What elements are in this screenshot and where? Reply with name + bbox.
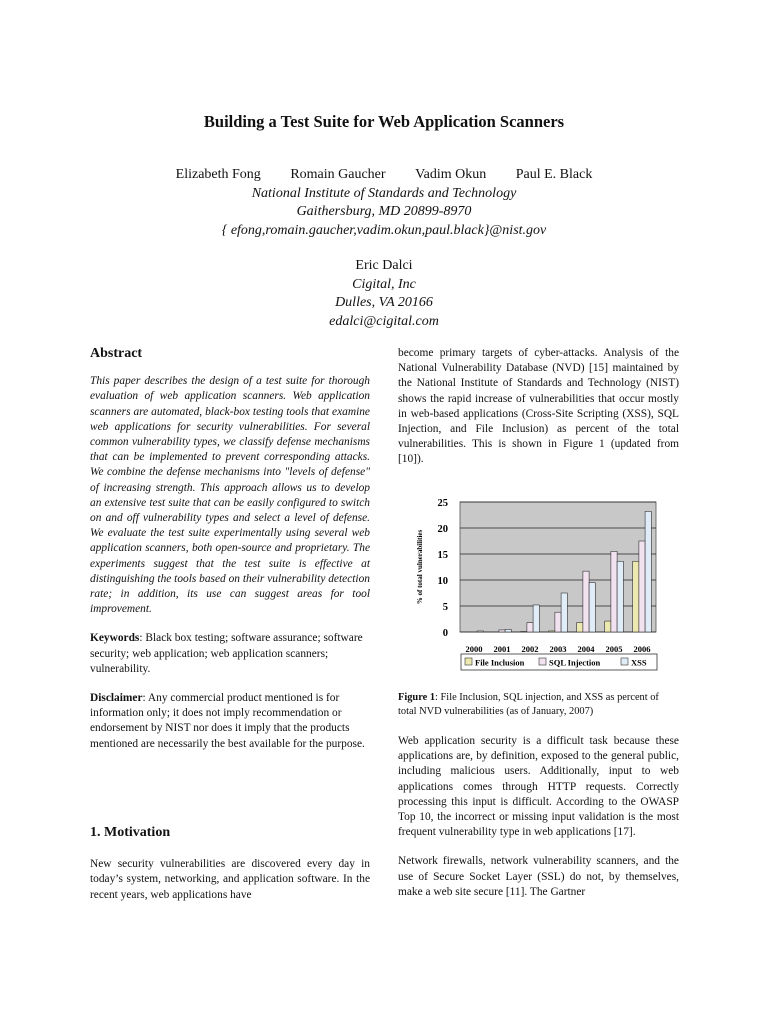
x-tick-label: 2005	[605, 644, 623, 654]
disclaimer-text: : Any commercial product mentioned is for information only; it does not imply recommendation or endorsement by NIST nor does it imply that the products mentioned are necessarily the best available for the purpose.	[90, 692, 365, 750]
x-tick-label: 2004	[577, 644, 595, 654]
y-tick-label: 20	[437, 524, 448, 535]
author-name: Paul E. Black	[515, 167, 593, 182]
author-names	[0, 166, 768, 185]
second-author-email: edalci@cigital.com	[329, 313, 439, 329]
x-tick-label: 2001	[493, 644, 511, 654]
author-name: Elizabeth Fong	[175, 167, 261, 182]
y-tick-label: 0	[442, 628, 448, 639]
keywords-text: : Black box testing; software assurance; software security; web application; web application scanners; vulnerability.	[90, 632, 363, 675]
bar-sql-injection	[527, 623, 533, 632]
x-tick-label: 2003	[549, 644, 567, 654]
abstract-heading: Abstract	[90, 346, 143, 361]
author-name: Romain Gaucher	[290, 167, 386, 182]
left-column	[90, 346, 370, 752]
x-tick-label: 2002	[521, 644, 539, 654]
bar-xss	[589, 583, 595, 632]
legend-label: SQL Injection	[549, 657, 601, 668]
disclaimer	[90, 691, 370, 752]
legend-swatch	[539, 658, 546, 665]
figure-1-chart	[412, 494, 670, 684]
y-tick-label: 15	[437, 550, 448, 561]
y-tick-label: 10	[437, 576, 448, 587]
caption-label: Figure 1	[398, 692, 436, 703]
disclaimer-label: Disclaimer	[90, 692, 143, 705]
bar-file-inclusion	[549, 631, 555, 632]
paragraph: Web application security is a difficult task because these applications are, by definition, exposed to the general public, including malicious users. Additionally, input to web applications comes through HTTP requests. Correctly processing this input is difficult. According to the OWASP Top 10, the incorrect or missing input validation is the most frequent vulnerability type in web applications [17].	[398, 735, 679, 839]
x-tick-label: 2006	[633, 644, 651, 654]
paragraph: become primary targets of cyber-attacks. Analysis of the National Vulnerability Database (NVD) [15] maintained by the National Institute of Standards and Technology (NIST) shows the rapid increase of vulnerabilities that occur mostly in web-based applications (Cross-Site Scripting (XSS), SQL Injection, and File Inclusion) as percent of the total vulnerabilities. This is shown in Figure 1 (updated from [10]).	[398, 347, 679, 466]
second-author-address: Dulles, VA 20166	[335, 295, 433, 310]
legend-label: XSS	[631, 657, 647, 668]
bar-file-inclusion	[633, 561, 639, 632]
second-author-name: Eric Dalci	[355, 258, 413, 273]
bar-file-inclusion	[521, 631, 527, 632]
bar-file-inclusion	[577, 623, 583, 632]
caption-text: : File Inclusion, SQL injection, and XSS as percent of total NVD vulnerabilities (as of January, 2007)	[398, 692, 659, 717]
y-tick-label: 5	[442, 602, 448, 613]
bar-sql-injection	[499, 630, 505, 632]
bar-sql-injection	[555, 612, 561, 632]
section-heading: 1. Motivation	[90, 825, 171, 840]
bar-sql-injection	[639, 541, 645, 632]
bar-sql-injection	[611, 551, 617, 632]
bar-xss	[505, 629, 511, 632]
x-tick-label: 2000	[465, 644, 483, 654]
keywords	[90, 631, 370, 677]
section-motivation	[90, 825, 370, 903]
bar-sql-injection	[583, 571, 589, 632]
right-column-top	[398, 346, 679, 468]
address: Gaithersburg, MD 20899-8970	[296, 204, 472, 219]
author-name: Vadim Okun	[415, 167, 487, 182]
bar-xss	[561, 593, 567, 632]
bar-chart	[412, 494, 670, 684]
bar-xss	[533, 605, 539, 632]
bar-file-inclusion	[605, 621, 611, 632]
affiliation: National Institute of Standards and Technology	[251, 185, 517, 201]
legend-swatch	[465, 658, 472, 665]
second-author-org: Cigital, Inc	[352, 276, 416, 292]
author-block	[0, 166, 768, 331]
legend-label: File Inclusion	[475, 657, 525, 668]
figure-caption	[398, 691, 679, 719]
y-tick-label: 25	[437, 498, 448, 509]
abstract-text: This paper describes the design of a test suite for thorough evaluation of web application scanners. Web application scanners are automated, black-box testing tools that examine web applications for security vulnerabilities. For several common vulnerability types, we classify defense mechanisms that can be implemented to prevent corresponding attacks. We combine the defense mechanisms into "levels of defense" of increasing strength. This approach allows us to develop an extensive test suite that can be easily configured to switch on and off vulnerability types and select a level of defense. We evaluate the test suite experimentally using several web application scanners, both open-source and proprietary. The experiments suggest that the test suite is effective at distinguishing the tools based on their vulnerability detection rate; in addition, its use can suggest areas for tool improvement.	[90, 375, 370, 616]
bar-xss	[617, 561, 623, 632]
keywords-label: Keywords	[90, 632, 140, 645]
email: { efong,romain.gaucher,vadim.okun,paul.black}@nist.gov	[221, 222, 547, 238]
bar-xss	[477, 631, 483, 632]
right-column-bottom	[398, 734, 679, 900]
legend-swatch	[621, 658, 628, 665]
section-text: New security vulnerabilities are discovered every day in today’s system, networking, and application software. In the recent years, web applications have	[90, 858, 370, 901]
bar-xss	[645, 511, 651, 632]
paragraph: Network firewalls, network vulnerability scanners, and the use of Secure Socket Layer (SSL) do not, by themselves, make a web site secure [11]. The Gartner	[398, 855, 679, 898]
y-axis-label: % of total vulnerabilities	[416, 529, 424, 605]
paper-title: Building a Test Suite for Web Application Scanners	[203, 112, 565, 131]
